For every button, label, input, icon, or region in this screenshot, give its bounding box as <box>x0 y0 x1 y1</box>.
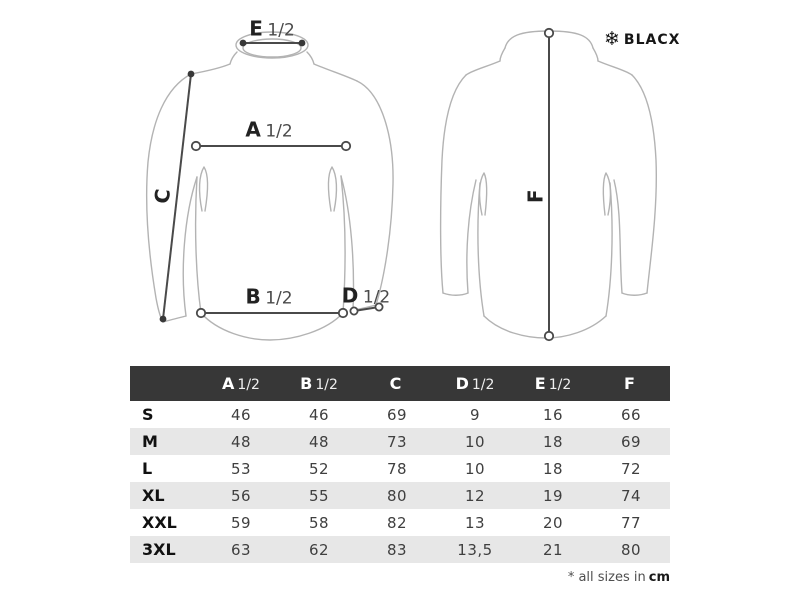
cell: 55 <box>308 486 330 505</box>
column-header-f <box>592 366 670 401</box>
table-row <box>130 401 670 428</box>
cell: 58 <box>308 513 330 532</box>
measure-dot <box>240 40 247 47</box>
table-row <box>130 536 670 563</box>
cell: 78 <box>386 459 408 478</box>
measure-ring <box>342 142 350 150</box>
size-label: XXL <box>142 513 177 532</box>
measurement-fraction: 1/2 <box>362 287 391 308</box>
cell: 74 <box>620 486 642 505</box>
back-cuff-right <box>622 293 647 295</box>
back-sleeve-left-outer <box>441 75 466 293</box>
cell: 62 <box>308 540 330 559</box>
column-fraction: 1/2 <box>237 377 260 393</box>
cell: 48 <box>308 432 330 451</box>
column-letter: F <box>624 374 635 393</box>
table-row <box>130 455 670 482</box>
table-row <box>130 482 670 509</box>
column-letter: D <box>455 374 469 393</box>
cell: 18 <box>542 459 564 478</box>
cell: 52 <box>308 459 330 478</box>
cell: 77 <box>620 513 642 532</box>
cell: 59 <box>230 513 252 532</box>
footnote-text: * all sizes in <box>567 570 646 585</box>
footnote-unit: cm <box>648 570 670 585</box>
cell: 19 <box>542 486 564 505</box>
back-collar-right <box>593 48 598 61</box>
column-header-size <box>130 366 202 401</box>
back-collar-left <box>500 48 505 61</box>
cell: 63 <box>230 540 252 559</box>
column-letter: E <box>534 374 546 393</box>
column-letter: A <box>222 374 235 393</box>
cell: 53 <box>230 459 252 478</box>
cell: 69 <box>386 405 408 424</box>
back-sleeve-left-inner <box>467 180 476 293</box>
back-shoulder-left <box>466 61 500 75</box>
back-sleeve-right-outer <box>632 75 656 293</box>
column-header-e <box>514 366 592 401</box>
footnote <box>568 570 670 585</box>
measurement-fraction: 1/2 <box>267 20 295 41</box>
measurement-letter: A <box>245 117 262 142</box>
back-body-right <box>606 183 612 316</box>
cell: 80 <box>386 486 408 505</box>
cell: 56 <box>230 486 252 505</box>
column-header-a <box>202 366 280 401</box>
column-fraction: 1/2 <box>315 377 338 393</box>
measure-dot <box>299 40 306 47</box>
measure-dot <box>188 71 195 78</box>
front-collar-flare-right <box>307 52 314 64</box>
cell: 48 <box>230 432 252 451</box>
column-header-b <box>280 366 358 401</box>
front-armpit-right <box>329 167 337 211</box>
back-armpit-right <box>603 173 610 215</box>
cell: 80 <box>620 540 642 559</box>
table-row <box>130 509 670 536</box>
front-shoulder-right <box>314 64 357 81</box>
back-shoulder-right <box>598 61 632 75</box>
size-label: L <box>142 459 153 478</box>
front-sleeve-left-inner <box>183 177 197 316</box>
measure-ring <box>545 29 553 37</box>
front-hem <box>201 313 343 340</box>
back-body-left <box>478 183 484 316</box>
cell: 83 <box>386 540 408 559</box>
measure-ring <box>339 309 347 317</box>
front-collar-flare-left <box>230 52 237 64</box>
cell: 66 <box>620 405 642 424</box>
column-letter: B <box>300 374 313 393</box>
back-armpit-left <box>480 173 487 215</box>
table-row <box>130 428 670 455</box>
measurement-letter: F <box>523 188 548 204</box>
front-sleeve-right-outer <box>357 81 393 305</box>
measurement-fraction: 1/2 <box>265 288 293 309</box>
cell: 20 <box>542 513 564 532</box>
front-armpit-left <box>200 167 208 211</box>
measurement-label-d <box>341 283 391 308</box>
column-fraction: 1/2 <box>471 377 495 393</box>
cell: 9 <box>469 405 481 424</box>
cell: 16 <box>542 405 564 424</box>
back-cuff-left <box>443 293 468 295</box>
size-label: M <box>142 432 158 451</box>
measure-ring <box>197 309 205 317</box>
back-sleeve-right-inner <box>614 180 622 293</box>
measurement-label-f <box>523 185 548 204</box>
cell: 10 <box>464 459 486 478</box>
cell: 69 <box>620 432 642 451</box>
measurement-label-b <box>245 284 293 309</box>
brand-logo <box>604 30 680 49</box>
cell: 12 <box>464 486 486 505</box>
column-fraction: 1/2 <box>548 377 572 393</box>
column-header-c <box>358 366 436 401</box>
size-label: 3XL <box>142 540 176 559</box>
measurement-letter: C <box>149 187 176 205</box>
cell: 13 <box>464 513 486 532</box>
cell: 46 <box>308 405 330 424</box>
cell: 72 <box>620 459 642 478</box>
measurement-label-c <box>149 183 176 205</box>
measure-ring <box>545 332 553 340</box>
snowflake-icon: ❄ <box>604 28 620 50</box>
measurement-letter: E <box>249 16 264 41</box>
cell: 13,5 <box>457 540 493 559</box>
front-cuff-left <box>163 316 186 322</box>
measurement-label-a <box>245 117 293 142</box>
measure-dot <box>160 316 167 323</box>
size-label: XL <box>142 486 165 505</box>
measure-ring <box>192 142 200 150</box>
table-header-row <box>130 366 670 401</box>
cell: 18 <box>542 432 564 451</box>
cell: 21 <box>542 540 564 559</box>
measurement-letter: B <box>245 284 262 309</box>
measurement-label-e <box>249 16 295 41</box>
cell: 46 <box>230 405 252 424</box>
column-letter: C <box>389 374 402 393</box>
brand-name: BLACX <box>623 31 681 48</box>
cell: 10 <box>464 432 486 451</box>
front-collar-inner <box>243 39 301 57</box>
cell: 73 <box>386 432 408 451</box>
column-header-d <box>436 366 514 401</box>
measurement-fraction: 1/2 <box>265 121 293 142</box>
size-table <box>130 366 670 563</box>
measure-ring <box>350 307 357 314</box>
cell: 82 <box>386 513 408 532</box>
size-label: S <box>142 405 154 424</box>
measurement-letter: D <box>341 283 359 308</box>
front-shoulder-left <box>191 64 230 74</box>
